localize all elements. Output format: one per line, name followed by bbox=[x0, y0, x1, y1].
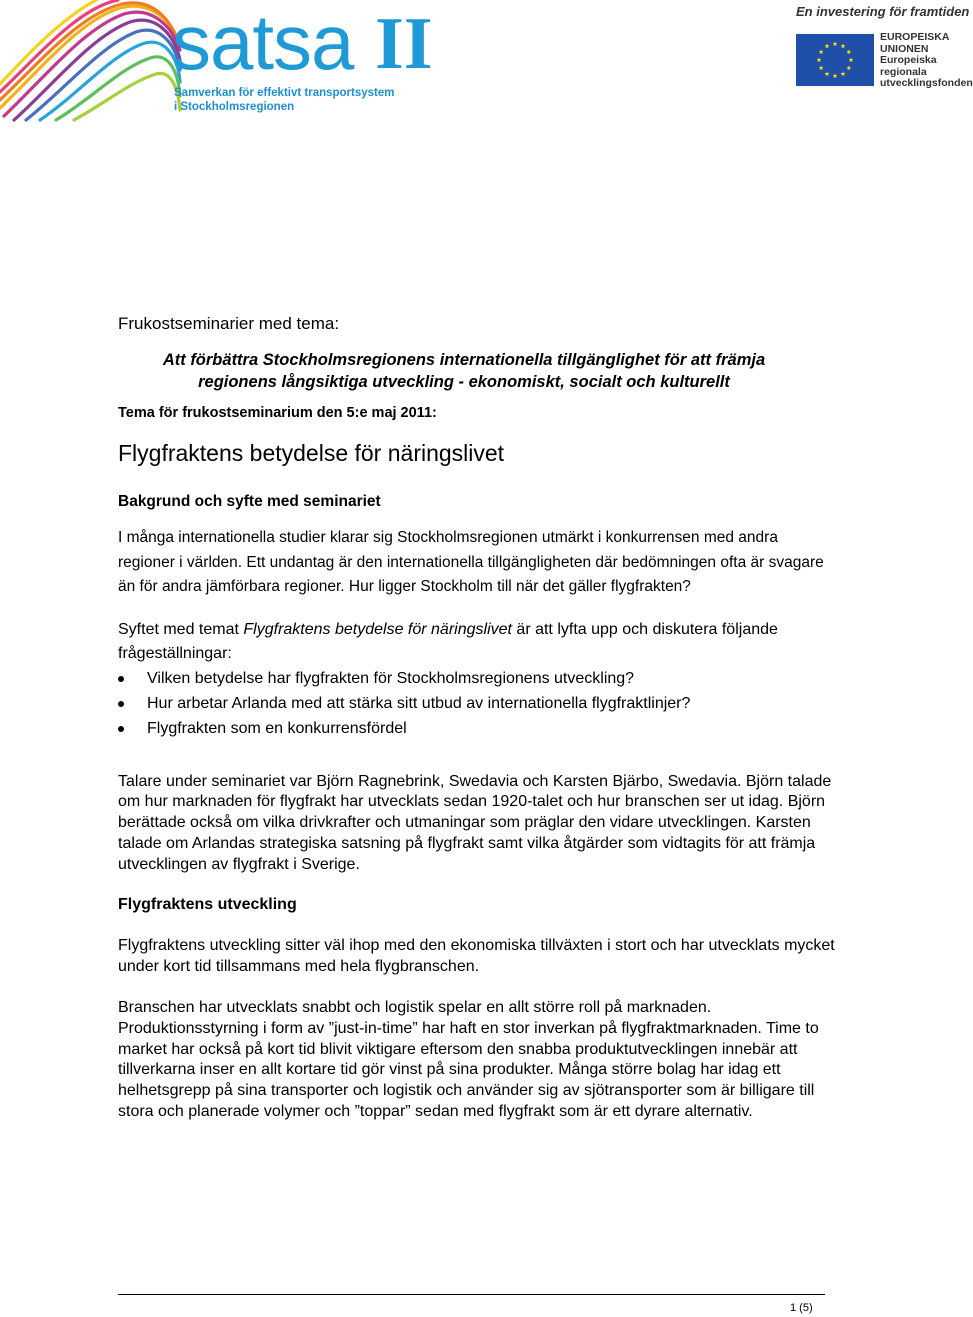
list-item-text: Hur arbetar Arlanda med att stärka sitt utbud av internationella flygfraktlinjer? bbox=[147, 694, 691, 712]
satsa-logo-numeral: II bbox=[375, 3, 433, 85]
development-heading: Flygfraktens utveckling bbox=[118, 896, 297, 914]
eu-flag-icon bbox=[796, 34, 874, 86]
theme-quote-line: Att förbättra Stockholmsregionens internationella tillgänglighet för att främja bbox=[162, 351, 766, 369]
satsa-logo bbox=[0, 0, 450, 120]
development-paragraph-1: Flygfraktens utveckling sitter väl ihop med den ekonomiska tillväxten i stort och har utvecklats mycket under kort tid tillsammans med hela flygbranschen. bbox=[118, 937, 835, 976]
speakers-paragraph: Talare under seminariet var Björn Ragnebrink, Swedavia och Karsten Bjärbo, Swedavia. Björn talade om hur marknaden för flygfrakt har utvecklats sedan 1920-talet och hur branschen ser ut idag. Björn berättade också om vilka drivkrafter och utmaningar som präglar den vidare utvecklingen. Karsten talade om Arlandas strategiska satsning på flygfrakt samt vilka åtgärder som vidtagits för att främja utvecklingen av flygfrakt i Sverige. bbox=[118, 772, 832, 873]
list-item bbox=[118, 716, 838, 741]
list-item bbox=[118, 666, 838, 691]
satsa-logo-tagline-2: i Stockholmsregionen bbox=[174, 101, 295, 113]
list-item-text: Vilken betydelse har flygfrakten för Stockholmsregionens utveckling? bbox=[147, 669, 635, 687]
purpose-paragraph bbox=[118, 618, 838, 666]
bullet-icon bbox=[118, 701, 124, 707]
bullet-icon bbox=[118, 676, 124, 682]
theme-quote bbox=[134, 349, 794, 393]
document-body bbox=[118, 313, 838, 1123]
eu-fund-line: UNIONEN bbox=[880, 42, 929, 55]
background-heading: Bakgrund och syfte med seminariet bbox=[118, 493, 381, 510]
seminar-date-line: Tema för frukostseminarium den 5:e maj 2011: bbox=[118, 405, 437, 421]
theme-quote-line: regionens långsiktiga utveckling - ekonomiskt, socialt och kulturellt bbox=[198, 373, 730, 391]
eu-fund-line: Europeiska bbox=[880, 54, 937, 66]
intro-label: Frukostseminarier med tema: bbox=[118, 314, 340, 333]
purpose-text: är att lyfta upp och diskutera följande frågeställningar: bbox=[118, 620, 778, 662]
question-list bbox=[118, 666, 838, 741]
satsa-stripes-graphic bbox=[0, 0, 180, 120]
eu-fund-line: EUROPEISKA bbox=[880, 31, 950, 43]
page-number: 1 (5) bbox=[790, 1302, 813, 1314]
eu-fund-name bbox=[880, 32, 973, 90]
satsa-logo-word: satsa bbox=[172, 0, 354, 86]
list-item bbox=[118, 691, 838, 716]
development-paragraph-2: Branschen har utvecklats snabbt och logistik spelar en allt större roll på marknaden. Produktionsstyrning i form av ”just-in-time” har haft en stor inverkan på flygfraktmarknaden. Time to market har också på kort tid blivit viktigare eftersom den snabba produktutvecklingen innebär att tillverkarna inser en allt kortare tid gör vinst på sina produkter. Många större bolag har idag ett helhetsgrepp på sina transporter och logistik och använder sig av sjötransporter som är billigare till stora och planerade volymer och ”toppar” sedan med flygfrakt som är ett dyrare alternativ. bbox=[118, 999, 819, 1121]
footer-divider bbox=[118, 1294, 825, 1295]
purpose-theme-italic: Flygfraktens betydelse för näringslivet bbox=[243, 620, 512, 638]
satsa-logo-tagline-1: Samverkan för effektivt transportsystem bbox=[174, 87, 395, 99]
eu-fund-line: regionala bbox=[880, 65, 927, 78]
eu-tagline: En investering för framtiden bbox=[796, 4, 970, 19]
bullet-icon bbox=[118, 726, 124, 732]
purpose-text: Syftet med temat bbox=[118, 620, 244, 638]
page-title: Flygfraktens betydelse för näringslivet bbox=[118, 440, 505, 466]
eu-fund-line: utvecklingsfonden bbox=[880, 77, 973, 89]
list-item-text: Flygfrakten som en konkurrensfördel bbox=[147, 719, 407, 737]
background-paragraph: I många internationella studier klarar sig Stockholmsregionen utmärkt i konkurrensen med andra regioner i världen. Ett undantag är den internationella tillgängligheten där bedömningen ofta är svagare än för andra jämförbara regioner. Hur ligger Stockholm till när det gäller flygfrakten? bbox=[118, 529, 824, 595]
